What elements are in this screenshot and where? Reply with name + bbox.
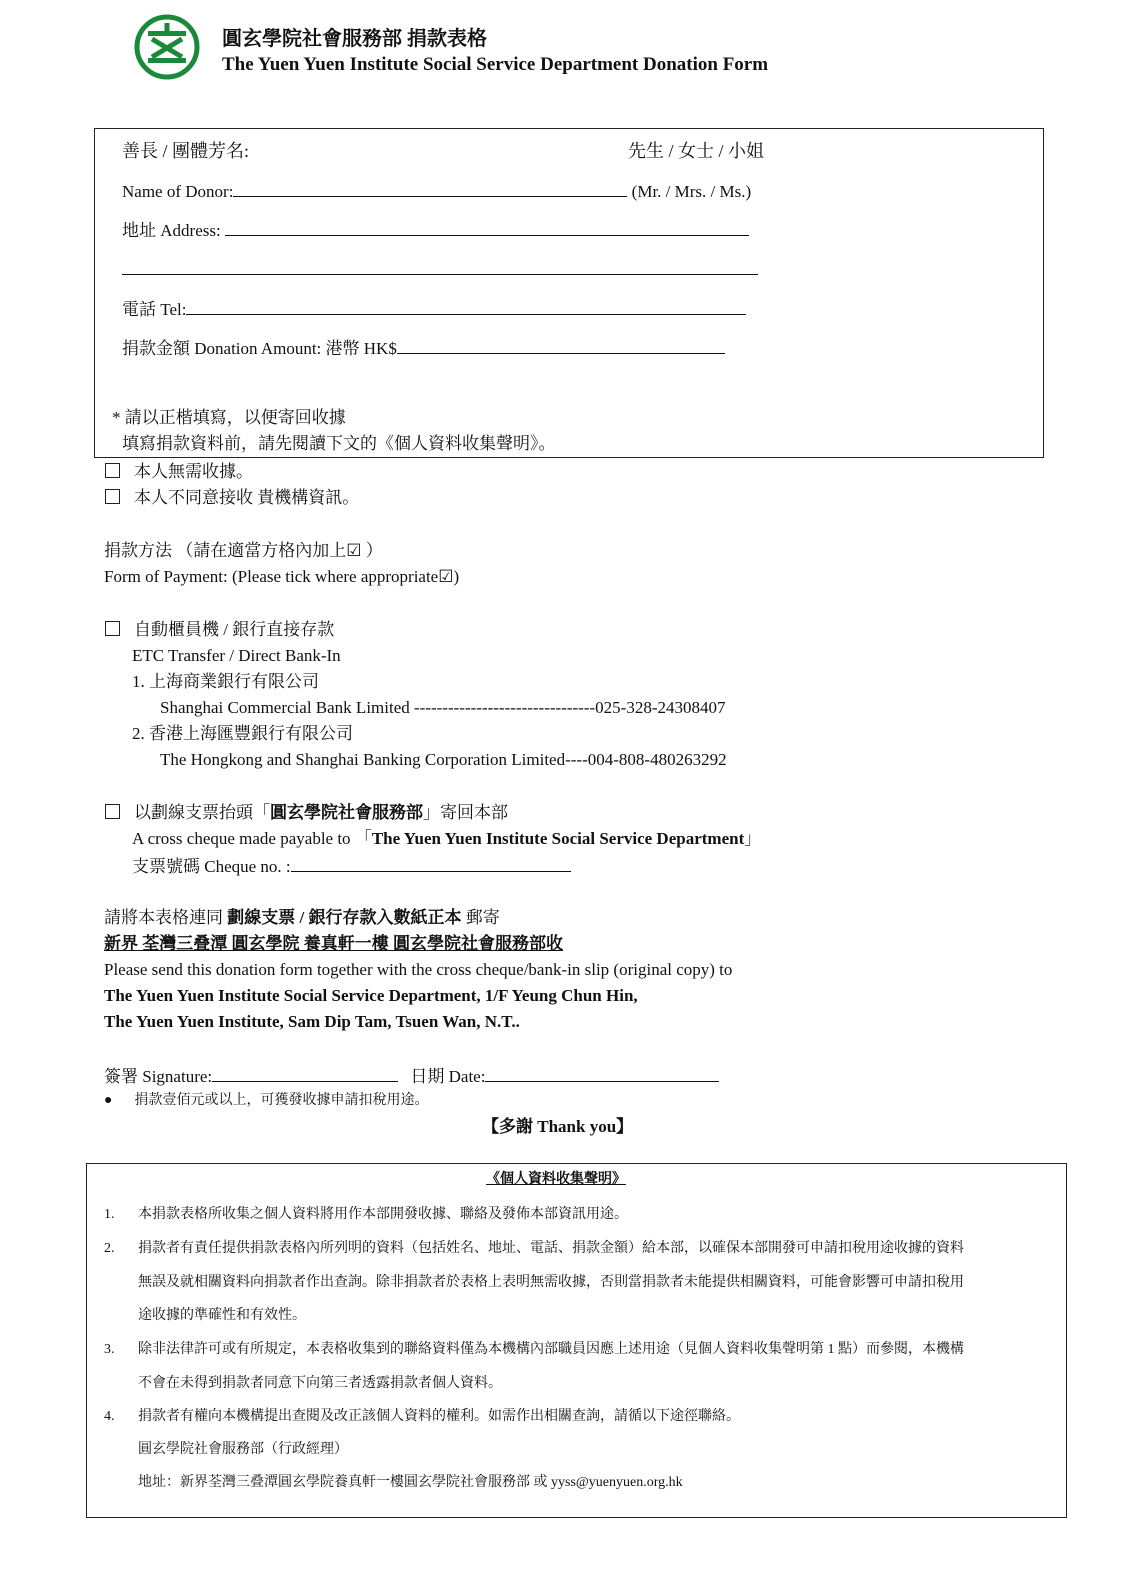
bank2-name-zh: 2. 香港上海匯豐銀行有限公司 (132, 724, 353, 743)
tel-label: 電話 Tel: (122, 300, 187, 319)
send-address-en-2: The Yuen Yuen Institute, Sam Dip Tam, Tsuen Wan, N.T.. (104, 1012, 520, 1031)
bank1-account: Shanghai Commercial Bank Limited --------------------------------025-328-24308407 (160, 698, 726, 717)
privacy-item-num: 4. (104, 1409, 115, 1424)
address-field-line2[interactable] (122, 258, 758, 275)
privacy-item-text: 除非法律許可或有所規定，本表格收集到的聯絡資料僅為本機構內部職員因應上述用途（見個人資料收集聲明第 1 點）而參閱，本機構 (138, 1342, 964, 1357)
privacy-contact-dept: 圓玄學院社會服務部（行政經理） (138, 1442, 348, 1457)
cheque-no-field[interactable] (291, 855, 571, 872)
date-label: 日期 Date: (410, 1067, 486, 1086)
bank-transfer-checkbox[interactable] (105, 621, 120, 636)
amount-field[interactable] (397, 337, 725, 354)
privacy-contact-address: 地址：新界荃灣三叠潭圓玄學院養真軒一樓圓玄學院社會服務部 或 yyss@yuenyuen.org.hk (138, 1475, 683, 1490)
privacy-item-num: 1. (104, 1207, 115, 1222)
privacy-item-text: 不會在未得到捐款者同意下向第三者透露捐款者個人資料。 (138, 1376, 502, 1391)
payment-heading-zh: 捐款方法 （請在適當方格內加上☑ ） (104, 541, 383, 560)
title-en: The Yuen Yuen Institute Social Service Department Donation Form (222, 54, 769, 75)
thank-you: 【多謝 Thank you】 (482, 1117, 634, 1136)
address-field[interactable] (225, 219, 749, 236)
bank-transfer-en: ETC Transfer / Direct Bank-In (132, 646, 341, 665)
address-label: 地址 Address: (122, 221, 221, 240)
donor-name-field[interactable] (233, 180, 627, 197)
cheque-zh-payee: 圓玄學院社會服務部 (270, 803, 423, 822)
privacy-item-num: 3. (104, 1342, 115, 1357)
privacy-item-text: 途收據的準確性和有效性。 (138, 1308, 306, 1323)
send-address-en-1: The Yuen Yuen Institute Social Service Department, 1/F Yeung Chun Hin, (104, 986, 638, 1005)
signature-field[interactable] (212, 1065, 398, 1082)
no-info-label: 本人不同意接收 貴機構資訊。 (134, 488, 360, 507)
payment-heading-en: Form of Payment: (Please tick where appropriate☑) (104, 567, 460, 586)
cheque-zh-post: 」寄回本部 (423, 803, 508, 822)
note-print: * 請以正楷填寫，以便寄回收據 (112, 408, 346, 427)
privacy-item-num: 2. (104, 1241, 115, 1256)
cheque-en-pre: A cross cheque made payable to 「 (132, 829, 372, 848)
bank-transfer-zh: 自動櫃員機 / 銀行直接存款 (134, 620, 335, 639)
tax-receipt-note: 捐款壹佰元或以上，可獲發收據申請扣稅用途。 (134, 1093, 429, 1108)
cheque-checkbox[interactable] (105, 804, 120, 819)
cheque-no-label: 支票號碼 Cheque no. : (132, 857, 291, 876)
no-receipt-label: 本人無需收據。 (134, 462, 253, 481)
send-line1-pre: 請將本表格連同 (104, 908, 228, 927)
amount-label: 捐款金額 Donation Amount: 港幣 HK$ (122, 339, 397, 358)
no-receipt-checkbox[interactable] (105, 463, 120, 478)
signature-label: 簽署 Signature: (104, 1067, 213, 1086)
no-info-checkbox[interactable] (105, 489, 120, 504)
cheque-en-payee: The Yuen Yuen Institute Social Service Department (371, 829, 745, 848)
privacy-item-text: 捐款者有責任提供捐款表格內所列明的資料（包括姓名、地址、電話、捐款金額）給本部，以確保本部開發可申請扣稅用途收據的資料 (138, 1241, 964, 1256)
tel-field[interactable] (186, 298, 746, 315)
send-instruction-en: Please send this donation form together with the cross cheque/bank-in slip (original copy) to (104, 960, 733, 979)
bank2-account: The Hongkong and Shanghai Banking Corporation Limited----004-808-480263292 (160, 750, 727, 769)
privacy-item-text: 本捐款表格所收集之個人資料將用作本部開發收據、聯絡及發佈本部資訊用途。 (138, 1207, 628, 1222)
privacy-item-text: 捐款者有權向本機構提出查閱及改正該個人資料的權利。如需作出相關查詢，請循以下途徑聯絡。 (138, 1409, 740, 1424)
privacy-title: 《個人資料收集聲明》 (486, 1172, 626, 1187)
cheque-en-post: 」 (744, 829, 762, 848)
cheque-zh-pre: 以劃線支票抬頭「 (134, 803, 270, 822)
send-line1-post: 郵寄 (461, 908, 500, 927)
bullet-icon: ● (104, 1093, 113, 1108)
privacy-item-text: 無誤及就相關資料向捐款者作出查詢。除非捐款者於表格上表明無需收據，否則當捐款者未能提供相關資料，可能會影響可申請扣稅用 (138, 1275, 964, 1290)
donor-name-en-label: Name of Donor: (122, 182, 234, 201)
donor-titles-zh: 先生 / 女士 / 小姐 (628, 141, 765, 161)
donor-titles-en: (Mr. / Mrs. / Ms.) (631, 182, 752, 201)
donor-name-zh-label: 善長 / 團體芳名: (122, 141, 250, 161)
bank1-name-zh: 1. 上海商業銀行有限公司 (132, 672, 319, 691)
institute-logo (134, 14, 200, 80)
send-address-zh: 新界 荃灣三叠潭 圓玄學院 養真軒一樓 圓玄學院社會服務部收 (104, 934, 563, 953)
date-field[interactable] (485, 1065, 719, 1082)
note-read-privacy: 填寫捐款資料前，請先閱讀下文的《個人資料收集聲明》。 (122, 434, 556, 453)
title-zh: 圓玄學院社會服務部 捐款表格 (222, 28, 487, 50)
send-line1-bold: 劃線支票 / 銀行存款入數紙正本 (227, 908, 462, 927)
